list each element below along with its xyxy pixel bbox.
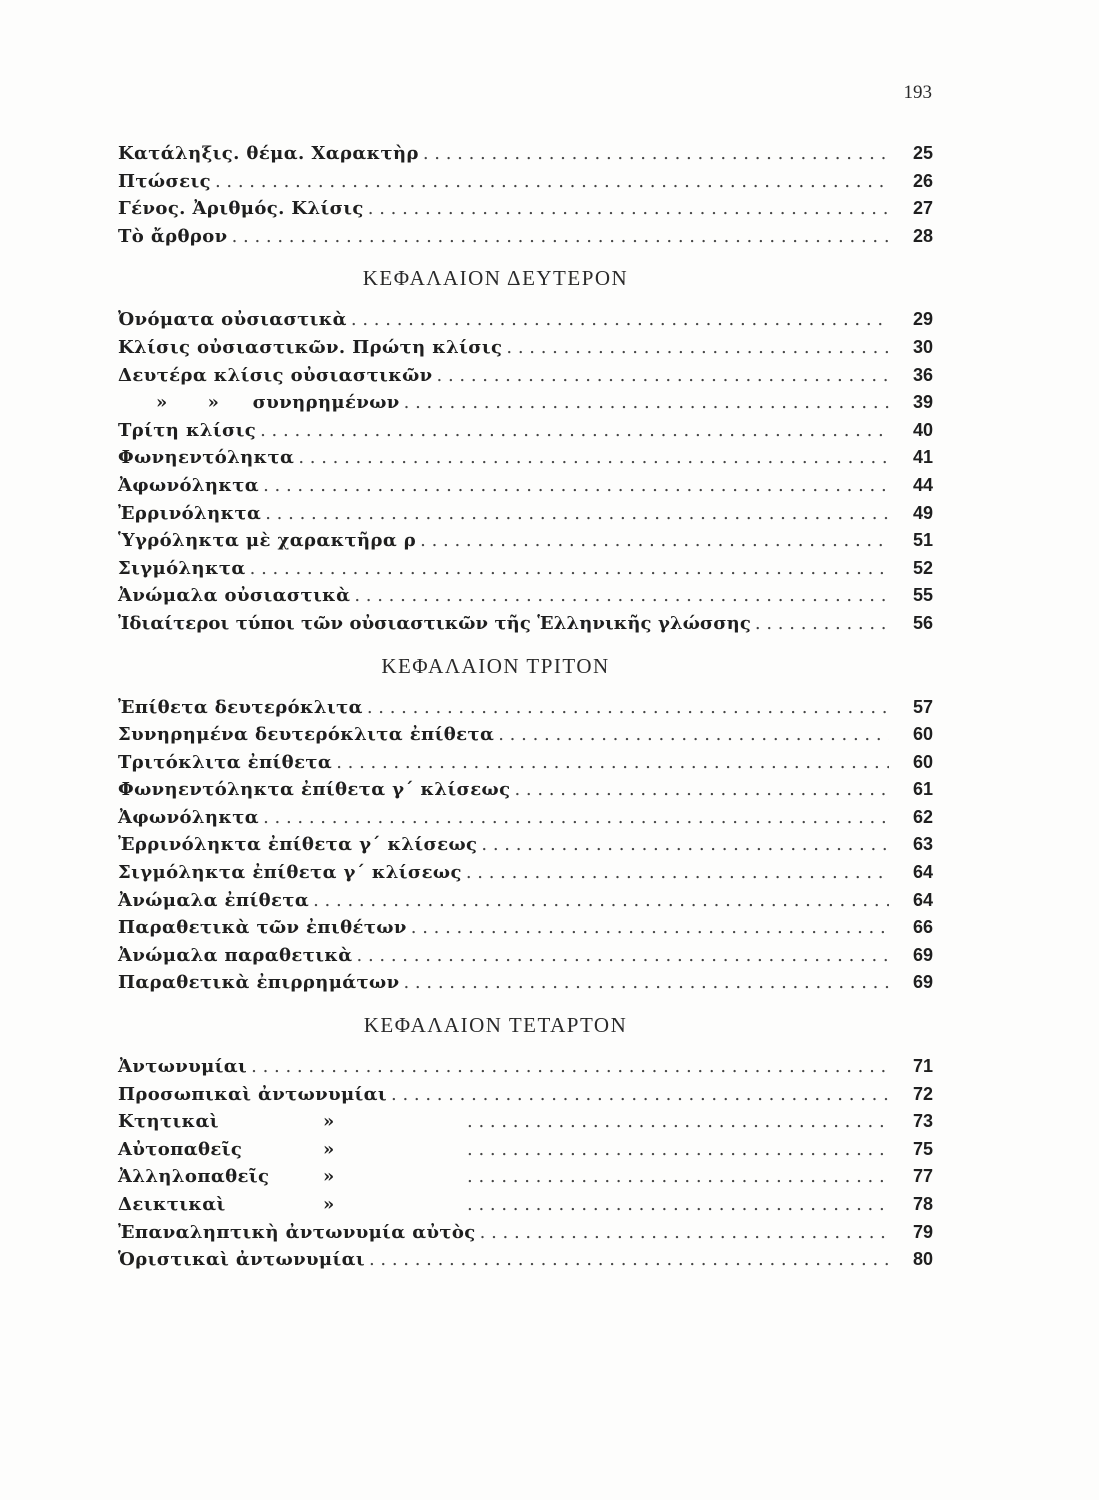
toc-entry-page: 64: [912, 862, 933, 883]
toc-entry-page: 73: [912, 1111, 933, 1132]
toc-entry-title: » » συνηρημένων: [156, 392, 400, 414]
dot-leader: [347, 306, 889, 334]
toc-entry-page: 77: [912, 1166, 933, 1187]
toc-entry: [118, 168, 933, 196]
dot-leader: [502, 334, 889, 362]
toc-entry-title: Ἐπίθετα δευτερόκλιτα: [118, 696, 363, 718]
toc-entry: [118, 776, 933, 804]
dot-leader: [463, 1108, 889, 1136]
dot-leader: [363, 694, 889, 722]
toc-entry: [118, 555, 933, 583]
toc-section-1: [118, 250, 933, 637]
toc-entry: [118, 417, 933, 445]
toc-entry-page: 75: [912, 1138, 933, 1159]
toc-entry-page: 56: [912, 612, 933, 633]
dot-leader: [433, 362, 889, 390]
toc-entry-title: Σιγμόληκτα ἐπίθετα γ΄ κλίσεως: [118, 862, 462, 884]
ditto-mark: »: [323, 1194, 335, 1215]
page-number: 193: [903, 82, 932, 103]
toc-entry: [118, 942, 933, 970]
toc-entry-page: 78: [912, 1194, 933, 1214]
toc-entry-title: Ἀνώμαλα οὐσιαστικὰ: [118, 585, 351, 607]
toc-entry-page: 72: [912, 1083, 933, 1104]
toc-entry-page: 63: [912, 834, 933, 855]
chapter-heading: ΚΕΦΑΛΑΙΟΝ ΤΕΤΑΡΤΟΝ: [363, 1013, 628, 1038]
ditto-mark: »: [323, 1111, 335, 1133]
toc-entry: [118, 527, 933, 555]
toc-entry: [118, 195, 933, 223]
toc-entry: [118, 694, 933, 722]
toc-entry-page: 51: [912, 530, 933, 551]
toc-entry-title: Φωνηεντόληκτα ἐπίθετα γ΄ κλίσεως: [118, 779, 511, 801]
toc-entry: [118, 306, 933, 334]
toc-entry: [118, 887, 933, 915]
dot-leader: [462, 859, 889, 887]
table-of-contents: [118, 140, 933, 1274]
toc-entry-title: Ἀνώμαλα παραθετικὰ: [118, 944, 353, 966]
toc-entry: [118, 1053, 933, 1081]
toc-entry-title: Δευτέρα κλίσις οὐσιαστικῶν: [118, 364, 433, 386]
toc-entry: [118, 969, 933, 997]
dot-leader: [247, 1053, 889, 1081]
toc-entry: [118, 749, 933, 777]
dot-leader: [261, 500, 889, 528]
toc-entry-title: Ἀφωνόληκτα: [118, 806, 260, 828]
toc-entry-title: Ἐπαναληπτικὴ ἀντωνυμία αὐτὸς: [118, 1221, 476, 1243]
dot-leader: [463, 1163, 889, 1191]
toc-entry-title: Ἀλληλοπαθεῖς: [118, 1166, 270, 1188]
toc-entry-title: Κτητικαὶ: [118, 1111, 219, 1133]
toc-entry-title: Παραθετικὰ ἐπιρρημάτων: [118, 972, 400, 994]
dot-leader: [228, 223, 889, 251]
dot-leader: [259, 804, 889, 832]
toc-entry: [118, 1219, 933, 1247]
toc-entry-title: Τὸ ἄρθρον: [118, 225, 228, 247]
dot-leader: [294, 444, 889, 472]
toc-section-2: [118, 638, 933, 998]
dot-leader: [309, 887, 889, 915]
toc-entry-page: 69: [912, 944, 933, 965]
chapter-heading: ΚΕΦΑΛΑΙΟΝ ΤΡΙΤΟΝ: [381, 653, 610, 678]
toc-entry-page: 61: [912, 779, 933, 800]
toc-entry: [118, 472, 933, 500]
toc-entry-title: Τρίτη κλίσις: [118, 419, 257, 441]
toc-entry-title: Φωνηεντόληκτα: [118, 447, 295, 469]
toc-entry-page: 66: [912, 917, 933, 938]
toc-entry-title: Ἐρρινόληκτα ἐπίθετα γ΄ κλίσεως: [118, 834, 478, 856]
dot-leader: [364, 195, 889, 223]
toc-entry-title: Παραθετικὰ τῶν ἐπιθέτων: [118, 917, 407, 939]
toc-entry-page: 44: [912, 474, 933, 495]
toc-entry-page: 57: [912, 696, 933, 717]
toc-entry: [118, 1136, 933, 1164]
toc-entry-title: Ὀνόματα οὐσιαστικὰ: [118, 309, 347, 331]
ditto-mark: »: [323, 1138, 335, 1160]
toc-entry-title: Ἐρρινόληκτα: [118, 502, 262, 524]
toc-entry-title: Ὁριστικαὶ ἀντωνυμίαι: [118, 1249, 365, 1271]
ditto-mark: »: [323, 1166, 335, 1188]
dot-leader: [494, 721, 889, 749]
dot-leader: [463, 1136, 889, 1164]
toc-entry: [118, 223, 933, 251]
toc-entry: [118, 804, 933, 832]
toc-entry-title: Συνηρημένα δευτερόκλιτα ἐπίθετα: [118, 724, 495, 746]
dot-leader: [400, 389, 889, 417]
toc-entry: [118, 582, 933, 610]
toc-section-0: [118, 140, 933, 250]
toc-entry-title: Αὐτοπαθεῖς: [118, 1138, 243, 1160]
toc-entry-title: Γένος. Ἀριθμός. Κλίσις: [118, 198, 364, 220]
toc-entry-page: 40: [912, 419, 933, 440]
toc-entry: [118, 914, 933, 942]
dot-leader: [399, 969, 889, 997]
toc-entry-page: 25: [912, 143, 933, 163]
toc-entry-page: 71: [912, 1056, 933, 1077]
toc-entry: [118, 1191, 933, 1219]
toc-entry-title: Κατάληξις. θέμα. Χαρακτὴρ: [118, 143, 419, 164]
dot-leader: [259, 472, 889, 500]
toc-entry-title: Ἰδιαίτεροι τύποι τῶν οὐσιαστικῶν τῆς Ἑλληνικῆς γλώσσης: [118, 612, 751, 634]
dot-leader: [407, 914, 889, 942]
toc-entry: [118, 831, 933, 859]
dot-leader: [510, 776, 889, 804]
dot-leader: [256, 417, 889, 445]
toc-entry-title: Κλίσις οὐσιαστικῶν. Πρώτη κλίσις: [118, 336, 503, 358]
toc-entry: [118, 859, 933, 887]
toc-entry-page: 64: [912, 889, 933, 910]
toc-entry-page: 36: [912, 364, 933, 385]
dot-leader: [419, 140, 889, 168]
dot-leader: [463, 1191, 889, 1219]
toc-entry-title: Ἀνώμαλα ἐπίθετα: [118, 889, 310, 911]
toc-entry: [118, 444, 933, 472]
toc-entry: [118, 610, 933, 638]
toc-entry: [118, 1163, 933, 1191]
dot-leader: [751, 610, 889, 638]
dot-leader: [211, 168, 889, 196]
toc-entry: [118, 721, 933, 749]
toc-entry-title: Τριτόκλιτα ἐπίθετα: [118, 751, 333, 773]
toc-entry: [118, 362, 933, 390]
toc-entry-page: 79: [912, 1221, 933, 1242]
toc-entry-title: Προσωπικαὶ ἀντωνυμίαι: [118, 1083, 388, 1105]
toc-section-3: [118, 997, 933, 1274]
toc-entry-title: Δεικτικαὶ: [118, 1194, 226, 1215]
dot-leader: [416, 527, 889, 555]
dot-leader: [387, 1081, 889, 1109]
toc-entry: [118, 1108, 933, 1136]
toc-entry-page: 26: [912, 170, 933, 191]
toc-entry-page: 41: [912, 447, 933, 468]
toc-entry-page: 49: [912, 502, 933, 523]
toc-entry-title: Πτώσεις: [118, 170, 211, 192]
toc-entry-page: 52: [912, 557, 933, 578]
toc-entry-page: 39: [912, 392, 933, 413]
toc-entry: [118, 500, 933, 528]
toc-entry-page: 60: [912, 724, 933, 745]
toc-entry-title: Ἀφωνόληκτα: [118, 474, 260, 496]
dot-leader: [350, 582, 889, 610]
dot-leader: [365, 1246, 889, 1274]
dot-leader: [353, 942, 889, 970]
toc-entry-page: 60: [912, 751, 933, 772]
toc-entry: [118, 389, 933, 417]
toc-entry-title: Σιγμόληκτα: [118, 557, 246, 579]
toc-entry-page: 29: [912, 309, 933, 330]
toc-entry-title: Ἀντωνυμίαι: [118, 1056, 248, 1078]
toc-entry-page: 80: [912, 1249, 933, 1270]
toc-entry: [118, 1081, 933, 1109]
toc-entry-page: 69: [912, 972, 933, 993]
toc-entry-title: Ὑγρόληκτα μὲ χαρακτῆρα ρ: [118, 530, 417, 552]
toc-entry-page: 28: [912, 225, 933, 246]
dot-leader: [477, 831, 889, 859]
toc-entry-page: 27: [912, 198, 933, 219]
dot-leader: [332, 749, 889, 777]
dot-leader: [476, 1219, 889, 1247]
toc-entry-page: 62: [912, 806, 933, 827]
chapter-heading: ΚΕΦΑΛΑΙΟΝ ΔΕΥΤΕΡΟΝ: [362, 266, 629, 291]
toc-entry-page: 30: [912, 336, 933, 357]
toc-entry: [118, 334, 933, 362]
toc-entry: [118, 1246, 933, 1274]
dot-leader: [246, 555, 889, 583]
toc-entry-page: 55: [912, 585, 933, 606]
toc-entry: [118, 140, 933, 168]
